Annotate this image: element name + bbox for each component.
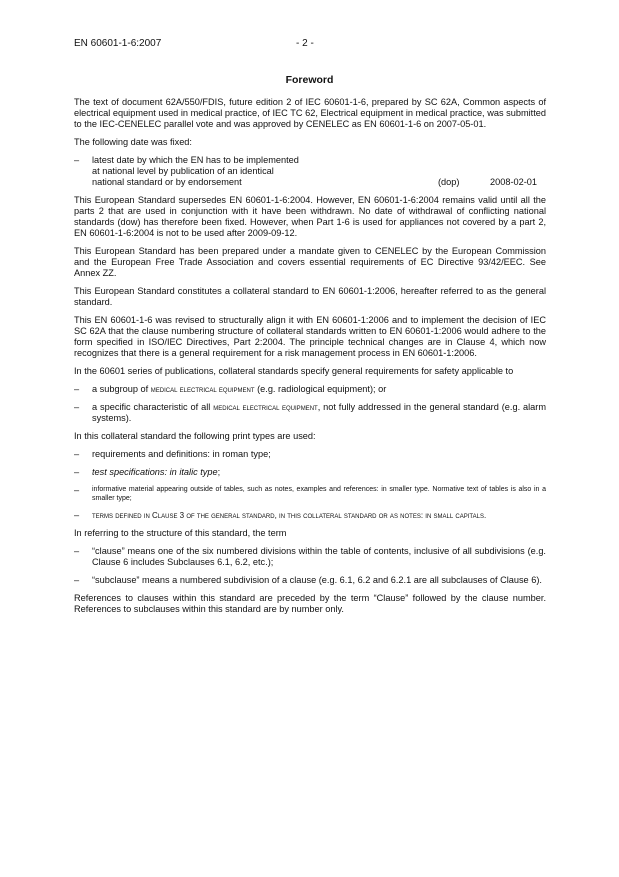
paragraph-collateral: This European Standard constitutes a collateral standard to EN 60601-1:2006, hereafter referred to as the general standard. (74, 286, 546, 307)
list-dash: – (74, 467, 80, 477)
list-dash: – (74, 546, 80, 556)
list-dash: – (74, 575, 80, 585)
list-dash: – (74, 155, 80, 165)
paragraph-date-fixed: The following date was fixed: (74, 137, 192, 147)
list-dash: – (74, 384, 80, 394)
paragraph-print-types: In this collateral standard the following print types are used: (74, 431, 316, 441)
list-dash: – (74, 402, 80, 412)
date-item-line3: national standard or by endorsement (92, 177, 242, 187)
paragraph-revision: This EN 60601-1-6 was revised to structurally align it with EN 60601-1:2006 and to implement the decision of IEC SC 62A that the clause numbering structure of collateral standards written to EN 60601-1:2006 would adhere to the form specified in ISO/IEC Directives, Part 2:2004. The principle technical changes are in Clause 4, which now recognizes that there is a general requirement for a risk management process in EN 60601-1:2006. (74, 315, 546, 358)
date-item-line2: at national level by publication of an identical (92, 166, 274, 176)
paragraph-supersedes: This European Standard supersedes EN 60601-1-6:2004. However, EN 60601-1-6:2004 remains valid until all the parts 2 that are used in conjunction with it have been withdrawn. No date of withdrawal of conflicting national standards (dow) has therefore been fixed. However, when Part 1-6 is used for appliances not covered by a part 2, EN 60601-1-6:2004 is not to be used after 2009-09-12. (74, 195, 546, 238)
foreword-title: Foreword (285, 74, 334, 86)
print-type-roman: – requirements and definitions: in roman type; (74, 449, 271, 459)
foreword-body (74, 97, 546, 622)
header-doc-id: EN 60601-1-6:2007 (74, 38, 162, 49)
paragraph-mandate: This European Standard has been prepared under a mandate given to CENELEC by the European Commission and the European Free Trade Association and covers essential requirements of EC Directive 93/42/EEC. See Annex ZZ. (74, 246, 546, 278)
list-dash: – (74, 449, 80, 459)
list-dash: – (74, 510, 80, 520)
list-item: – a subgroup of medical electrical equipment (e.g. radiological equipment); or (74, 384, 387, 394)
print-type-capitals: – terms defined in Clause 3 of the general standard, in this collateral standard or as notes: in small capitals. (74, 510, 487, 520)
list-item: – “subclause” means a numbered subdivision of a clause (e.g. 6.1, 6.2 and 6.2.1 are all subclauses of Clause 6). (74, 575, 542, 585)
small-caps-term: medical electrical equipment (150, 385, 255, 394)
small-caps-term: medical electrical equipment (213, 403, 318, 412)
paragraph-series: In the 60601 series of publications, collateral standards specify general requirements for safety applicable to (74, 366, 514, 376)
list-dash: – (74, 485, 80, 495)
date-item-date: 2008-02-01 (490, 177, 537, 187)
paragraph-structure: In referring to the structure of this standard, the term (74, 528, 287, 538)
print-type-smaller: – informative material appearing outside of tables, such as notes, examples and references: in smaller type. Normative text of tables is also in a smaller type; (74, 485, 546, 502)
paragraph-references: References to clauses within this standard are preceded by the term “Clause” followed by the clause number. References to subclauses within this standard are by number only. (74, 593, 546, 614)
header-page-number: - 2 - (296, 38, 314, 49)
list-item: – a specific characteristic of all medical electrical equipment, not fully addressed in the general standard (e.g. alarm systems). (74, 402, 546, 423)
date-item-line1: latest date by which the EN has to be implemented (92, 155, 299, 165)
date-item-code: (dop) (438, 177, 460, 187)
list-item: – “clause” means one of the six numbered divisions within the table of contents, inclusive of all subdivisions (e.g. Clause 6 includes Subclauses 6.1, 6.2, etc.); (74, 546, 546, 567)
date-item (74, 155, 546, 188)
print-type-italic: – test specifications: in italic type; (74, 467, 221, 477)
paragraph-intro: The text of document 62A/550/FDIS, future edition 2 of IEC 60601-1-6, prepared by SC 62A, Common aspects of electrical equipment used in medical practice, of IEC TC 62, Electrical equipment in medical practice, was submitted to the IEC-CENELEC parallel vote and was approved by CENELEC as EN 60601-1-6 on 2007-05-01. (74, 97, 546, 129)
